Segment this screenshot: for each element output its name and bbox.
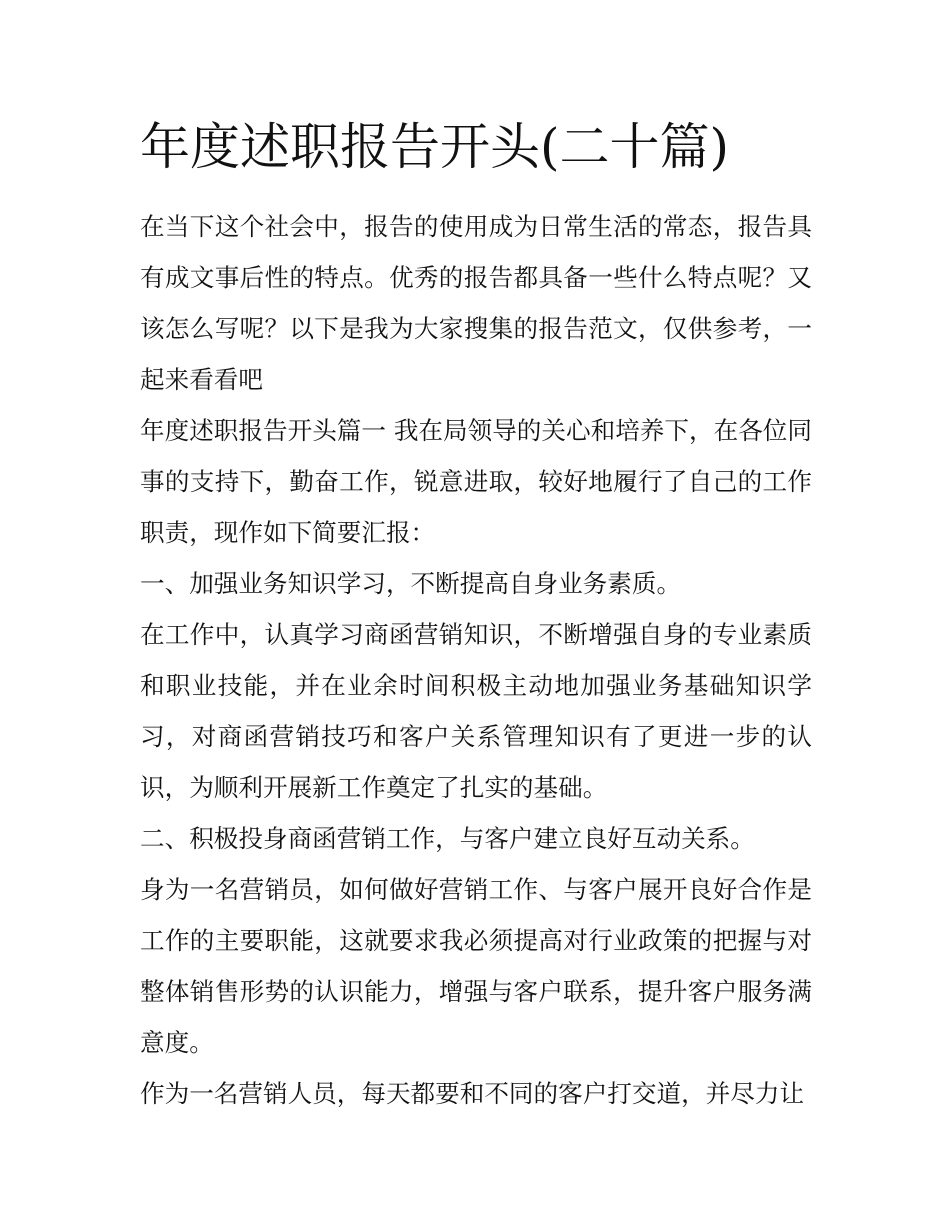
marketing-role-paragraph: 身为一名营销员，如何做好营销工作、与客户展开良好合作是工作的主要职能，这就要求我必须提高对行业政策的把握与对整体销售形势的认识能力，增强与客户联系，提升客户服务满意度。 <box>140 875 812 1057</box>
customer-paragraph: 作为一名营销人员，每天都要和不同的客户打交道，并尽力让 <box>140 1079 805 1108</box>
heading-one: 一、加强业务知识学习，不断提高自身业务素质。 <box>140 569 682 598</box>
document-title: 年度述职报告开头(二十篇) <box>140 118 730 176</box>
intro-paragraph: 在当下这个社会中，报告的使用成为日常生活的常态，报告具有成文事后性的特点。优秀的报告都具备一些什么特点呢？又该怎么写呢？以下是我为大家搜集的报告范文，仅供参考，一起来看看吧 <box>140 212 812 394</box>
section-one-opening-paragraph: 年度述职报告开头篇一 我在局领导的关心和培养下，在各位同事的支持下，勤奋工作，锐意进取，较好地履行了自己的工作职责，现作如下简要汇报： <box>140 416 812 547</box>
document-body <box>140 112 812 1119</box>
study-paragraph: 在工作中，认真学习商函营销知识，不断增强自身的专业素质和职业技能，并在业余时间积极主动地加强业务基础知识学习，对商函营销技巧和客户关系管理知识有了更进一步的认识，为顺利开展新工作奠定了扎实的基础。 <box>140 620 812 802</box>
heading-two: 二、积极投身商函营销工作，与客户建立良好互动关系。 <box>140 824 755 853</box>
